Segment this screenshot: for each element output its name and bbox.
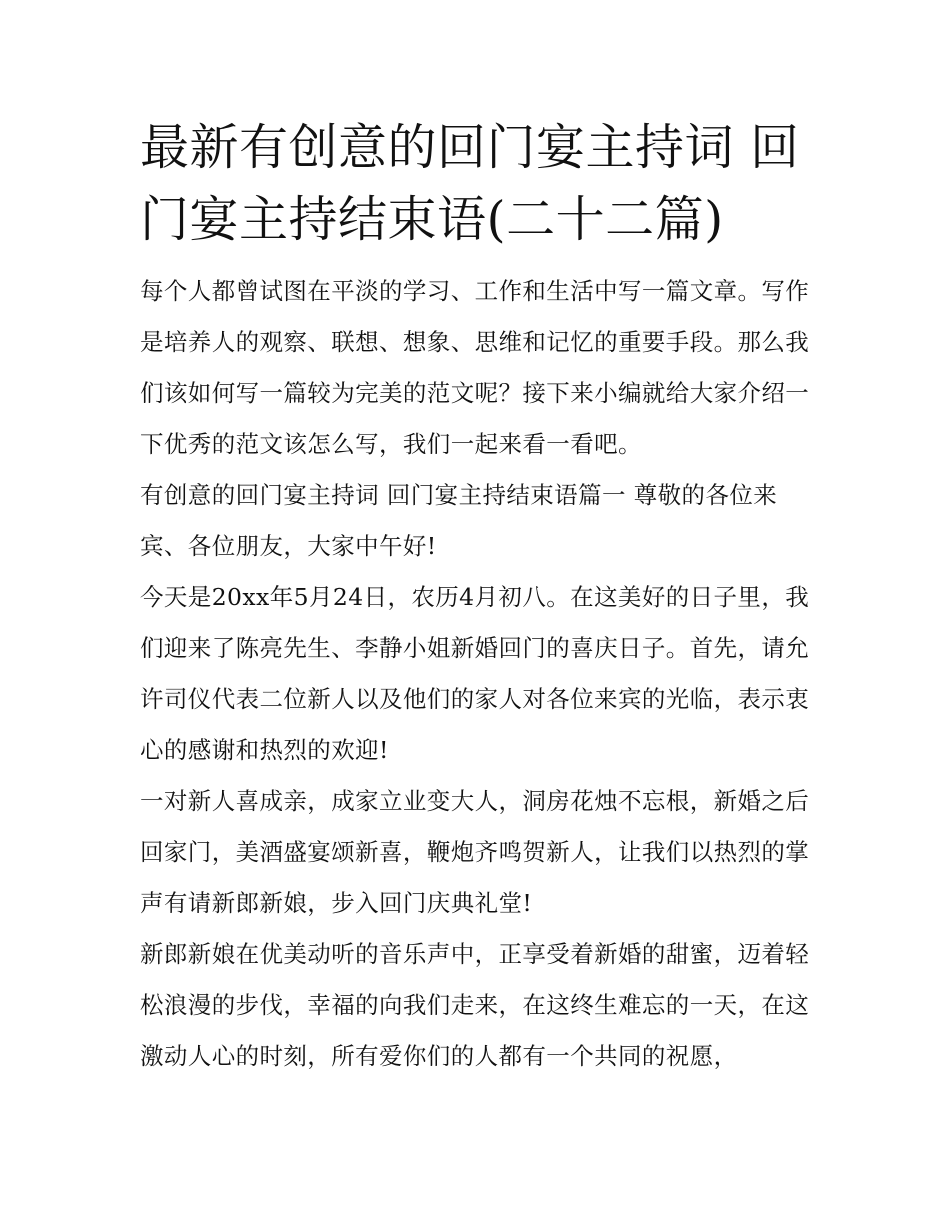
paragraph-poem: 一对新人喜成亲，成家立业变大人，洞房花烛不忘根，新婚之后回家门，美酒盛宴颂新喜，鞭炮齐鸣贺新人，让我们以热烈的掌声有请新郎新娘，步入回门庆典礼堂! bbox=[140, 787, 810, 917]
paragraph-entrance: 新郎新娘在优美动听的音乐声中，正享受着新婚的甜蜜，迈着轻松浪漫的步伐，幸福的向我们走来，在这终生难忘的一天，在这激动人心的时刻，所有爱你们的人都有一个共同的祝愿， bbox=[140, 940, 810, 1070]
paragraph-intro: 每个人都曾试图在平淡的学习、工作和生活中写一篇文章。写作是培养人的观察、联想、想象、思维和记忆的重要手段。那么我们该如何写一篇较为完美的范文呢？接下来小编就给大家介绍一下优秀的范文该怎么写，我们一起来看一看吧。 bbox=[140, 277, 810, 458]
document-page bbox=[140, 112, 820, 1082]
document-title: 最新有创意的回门宴主持词 回门宴主持结束语(二十二篇) bbox=[140, 119, 800, 248]
paragraph-date-welcome: 今天是20xx年5月24日，农历4月初八。在这美好的日子里，我们迎来了陈亮先生、李静小姐新婚回门的喜庆日子。首先，请允许司仪代表二位新人以及他们的家人对各位来宾的光临，表示衷心的感谢和热烈的欢迎! bbox=[140, 583, 810, 764]
document-body bbox=[140, 266, 820, 1082]
paragraph-greeting: 有创意的回门宴主持词 回门宴主持结束语篇一 尊敬的各位来宾、各位朋友，大家中午好! bbox=[140, 481, 778, 560]
